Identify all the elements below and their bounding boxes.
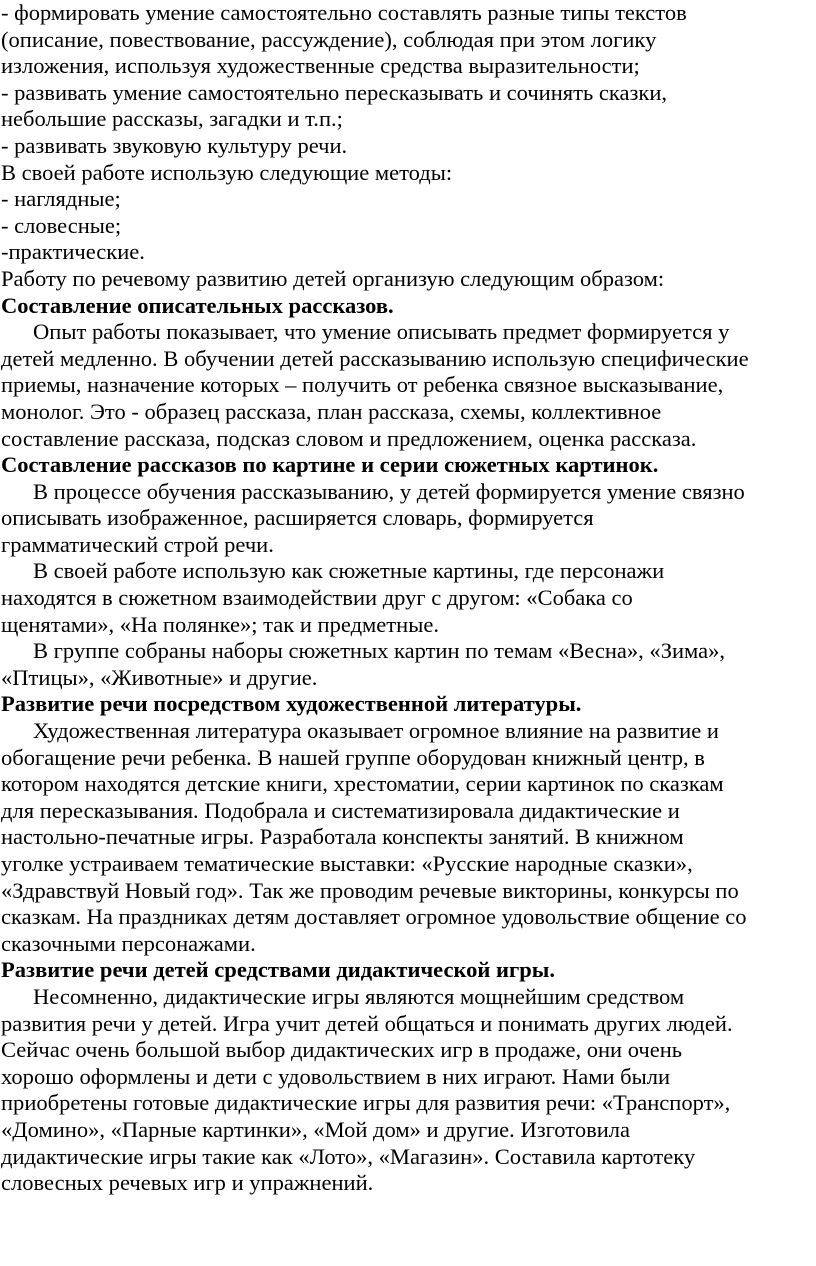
text-line: для пересказывания. Подобрала и систематизировала дидактические и bbox=[1, 797, 680, 823]
text-line: сказкам. На праздниках детям доставляет огромное удовольствие общение со bbox=[1, 904, 747, 930]
text-line: небольшие рассказы, загадки и т.п.; bbox=[1, 106, 343, 132]
text-line: «Птицы», «Животные» и другие. bbox=[1, 664, 318, 690]
section-heading: Составление описательных рассказов. bbox=[1, 292, 394, 318]
text-line: - наглядные; bbox=[1, 186, 121, 212]
text-line: «Домино», «Парные картинки», «Мой дом» и другие. Изготовила bbox=[1, 1116, 631, 1142]
text-line: Опыт работы показывает, что умение описывать предмет формируется у bbox=[33, 319, 730, 345]
text-line: приемы, назначение которых – получить от ребенка связное высказывание, bbox=[1, 372, 724, 398]
text-line: описывать изображенное, расширяется словарь, формируется bbox=[1, 505, 594, 531]
text-line: приобретены готовые дидактические игры для развития речи: «Транспорт», bbox=[1, 1090, 731, 1116]
text-line: обогащение речи ребенка. В нашей группе оборудован книжный центр, в bbox=[1, 744, 705, 770]
text-line: грамматический строй речи. bbox=[1, 531, 274, 557]
text-line: «Здравствуй Новый год». Так же проводим речевые викторины, конкурсы по bbox=[1, 877, 739, 903]
text-line: сказочными персонажами. bbox=[1, 930, 256, 956]
text-line: В своей работе использую следующие методы: bbox=[1, 159, 453, 185]
text-line: Сейчас очень большой выбор дидактических игр в продаже, они очень bbox=[1, 1037, 683, 1063]
text-line: - словесные; bbox=[1, 212, 122, 238]
text-line: настольно-печатные игры. Разработала конспекты занятий. В книжном bbox=[1, 824, 684, 850]
text-line: хорошо оформлены и дети с удовольствием в них играют. Нами были bbox=[1, 1063, 671, 1089]
text-line: В процессе обучения рассказыванию, у детей формируется умение связно bbox=[33, 478, 745, 504]
text-line: Художественная литература оказывает огромное влияние на развитие и bbox=[33, 718, 719, 744]
text-line: уголке устраиваем тематические выставки: «Русские народные сказки», bbox=[1, 851, 693, 876]
text-line: котором находятся детские книги, хрестоматии, серии картинок по сказкам bbox=[1, 771, 724, 797]
text-line: дидактические игры такие как «Лото», «Магазин». Составила картотеку bbox=[1, 1143, 696, 1169]
text-line: находятся в сюжетном взаимодействии друг с другом: «Собака со bbox=[1, 585, 633, 611]
section-heading: Развитие речи посредством художественной литературы. bbox=[1, 691, 582, 717]
text-line: В группе собраны наборы сюжетных картин по темам «Весна», «Зима», bbox=[33, 638, 726, 664]
text-line: монолог. Это - образец рассказа, план рассказа, схемы, коллективное bbox=[1, 398, 662, 424]
text-line: изложения, используя художественные средства выразительности; bbox=[1, 53, 640, 79]
text-line: В своей работе использую как сюжетные картины, где персонажи bbox=[33, 558, 665, 584]
text-line: развития речи у детей. Игра учит детей общаться и понимать других людей. bbox=[1, 1010, 733, 1036]
text-line: Несомненно, дидактические игры являются мощнейшим средством bbox=[33, 983, 685, 1009]
text-line: - развивать умение самостоятельно пересказывать и сочинять сказки, bbox=[1, 79, 668, 105]
text-line: щенятами», «На полянке»; так и предметные. bbox=[1, 611, 439, 637]
section-heading: Составление рассказов по картине и серии сюжетных картинок. bbox=[1, 452, 659, 478]
section-heading: Развитие речи детей средствами дидактической игры. bbox=[1, 957, 555, 983]
text-line: - развивать звуковую культуру речи. bbox=[1, 132, 348, 158]
text-line: (описание, повествование, рассуждение), соблюдая при этом логику bbox=[1, 26, 657, 52]
text-line: детей медленно. В обучении детей рассказыванию использую специфические bbox=[1, 345, 749, 371]
text-line: составление рассказа, подсказ словом и предложением, оценка рассказа. bbox=[1, 425, 697, 451]
text-line: -практические. bbox=[1, 239, 145, 265]
text-line: словесных речевых игр и упражнений. bbox=[1, 1170, 374, 1196]
text-line: Работу по речевому развитию детей организую следующим образом: bbox=[1, 265, 665, 291]
text-line: - формировать умение самостоятельно составлять разные типы текстов bbox=[1, 0, 687, 25]
